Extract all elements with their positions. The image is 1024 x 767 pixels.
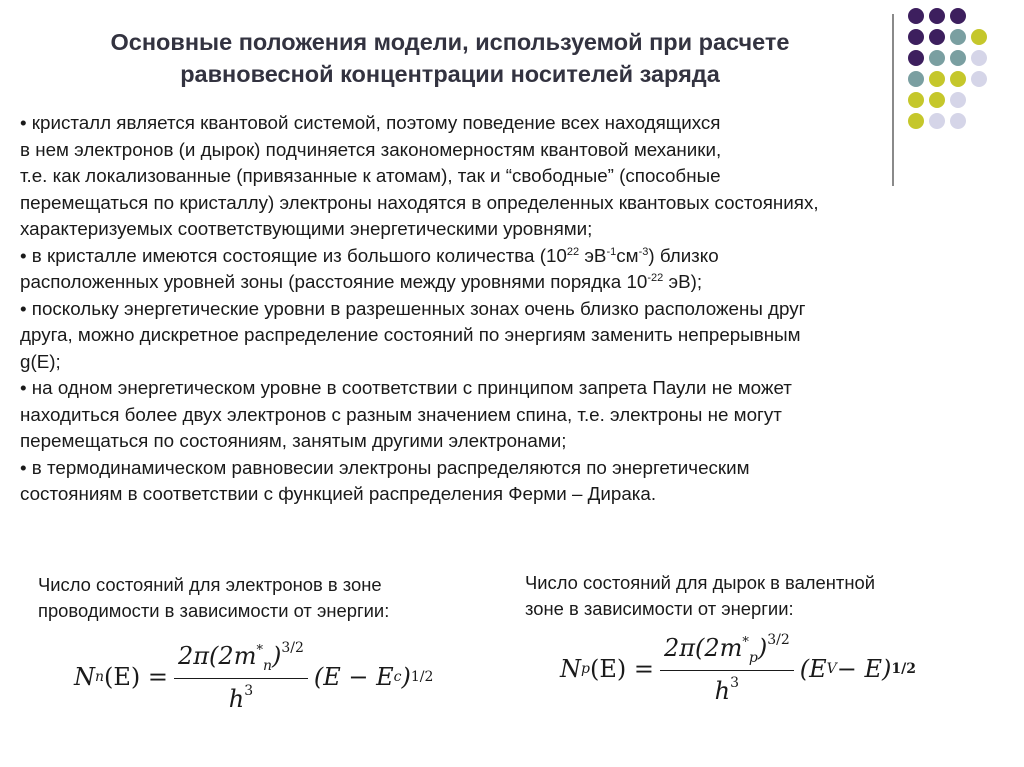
formula-superscript: 3 [730, 675, 740, 691]
formula-hole-density [560, 632, 916, 705]
formula-superscript: 3/2 [767, 632, 790, 648]
decorative-dot [908, 71, 924, 87]
bullet-line: друга, можно дискретное распределение состояний по энергиям заменить непрерывным [20, 324, 801, 345]
superscript: -1 [606, 245, 617, 258]
text-run: эВ [579, 244, 607, 266]
text-run: расположенных уровней зоны (расстояние между уровнями порядка 10 [20, 271, 648, 292]
text-run: см [616, 244, 639, 266]
decorative-dot [950, 29, 966, 45]
caption-line: зоне в зависимости от энергии: [525, 598, 794, 619]
caption-line: проводимости в зависимости от энергии: [38, 600, 390, 621]
bullet-line: в нем электронов (и дырок) подчиняется закономерностям квантовой механики, [20, 138, 722, 160]
bullet-line: g(E); [20, 350, 61, 372]
text-run: • в кристалле имеются состоящие из большого количества (10 [20, 244, 567, 266]
formula-text: (E) = [104, 662, 169, 691]
fraction-denominator [229, 679, 253, 713]
formula-subscript: p [748, 650, 758, 666]
formula-superscript: 3/2 [281, 640, 304, 656]
formula-text: ) [757, 634, 768, 662]
bullet-line: состояниям в соответствии с функцией распределения Ферми – Дирака. [20, 483, 657, 504]
formula-subscript: V [826, 660, 837, 677]
bullet-line: • на одном энергетическом уровне в соответствии с принципом запрета Паули не может [20, 377, 792, 398]
caption-holes [525, 570, 875, 622]
decorative-dot [929, 92, 945, 108]
bullet-continuous-distribution [20, 296, 1005, 376]
formula-text: (E) = [589, 654, 654, 683]
bullet-quantum-system [20, 110, 1005, 243]
decorative-dot [908, 8, 924, 24]
bullet-line: • поскольку энергетические уровни в разрешенных зонах очень близко расположены друг [20, 297, 806, 319]
formula-subscript: n [95, 668, 105, 685]
decorative-dot [929, 29, 945, 45]
formula-subscript: p [581, 660, 590, 677]
formula-text: − E) [836, 654, 892, 683]
formula-superscript: * [256, 643, 263, 658]
decorative-dot [950, 71, 966, 87]
bullet-line: перемещаться по кристаллу) электроны находятся в определенных квантовых состояниях, [20, 191, 819, 213]
fraction-denominator [715, 671, 739, 705]
superscript: -22 [647, 272, 664, 284]
formula-text: h [228, 685, 245, 713]
decorative-dot [908, 50, 924, 66]
caption-line: Число состояний для дырок в валентной [525, 572, 875, 593]
decorative-dot [971, 50, 987, 66]
text-run: эВ); [663, 271, 703, 292]
decorative-dot [908, 29, 924, 45]
bullet-line: находиться более двух электронов с разным значением спина, т.е. электроны не могут [20, 403, 782, 425]
formula-subscript: c [393, 668, 402, 685]
caption-line: Число состояний для электронов в зоне [38, 574, 382, 595]
formula-superscript: * [742, 635, 749, 650]
formula-superscript: 1/2 [891, 660, 917, 677]
superscript: -3 [638, 245, 649, 258]
bullet-line: перемещаться по состояниям, занятым другими электронами; [20, 430, 567, 451]
decorative-dot [929, 50, 945, 66]
bullet-line: характеризуемых соответствующими энергетическими уровнями; [20, 218, 593, 239]
formula-text: 2π(2m [663, 634, 743, 662]
title-line-1: Основные положения модели, используемой при расчете [110, 29, 790, 55]
formula-symbol: N [560, 654, 581, 683]
bullet-list [20, 110, 1005, 508]
bullet-line: • кристалл является квантовой системой, поэтому поведение всех находящихся [20, 112, 721, 133]
bullet-pauli-principle [20, 375, 1005, 455]
decorative-dot [908, 92, 924, 108]
bullet-fermi-dirac [20, 455, 1005, 508]
formula-subscript: n [262, 658, 272, 674]
fraction-numerator [660, 632, 794, 671]
decorative-dot [929, 71, 945, 87]
text-run: ) близко [648, 244, 719, 266]
superscript: 22 [566, 245, 580, 258]
formula-symbol: N [74, 662, 95, 691]
formula-electron-density [74, 640, 433, 713]
decorative-dot [971, 71, 987, 87]
formula-text: 2π(2m [178, 642, 257, 670]
decorative-dot [929, 8, 945, 24]
decorative-dot [950, 92, 966, 108]
formula-text: ) [401, 662, 411, 691]
decorative-dot [950, 50, 966, 66]
caption-electrons [38, 572, 389, 624]
formula-text: (E [799, 654, 827, 683]
formula-text: (E − E [313, 662, 394, 691]
bullet-level-density [20, 243, 1005, 296]
slide-title [20, 26, 880, 90]
decorative-dot [950, 8, 966, 24]
title-line-2: равновесной концентрации носителей заряда [180, 61, 720, 87]
bullet-line: т.е. как локализованные (привязанные к атомам), так и “свободные” (способные [20, 165, 721, 186]
formula-superscript: 3 [244, 683, 254, 699]
formula-fraction [660, 632, 794, 705]
bullet-line: • в термодинамическом равновесии электроны распределяются по энергетическим [20, 456, 750, 478]
formula-text: h [714, 677, 731, 705]
fraction-numerator [174, 640, 308, 679]
decorative-dot [971, 29, 987, 45]
formula-superscript: 1/2 [410, 668, 434, 685]
formula-text: ) [271, 642, 282, 670]
formula-fraction [174, 640, 308, 713]
